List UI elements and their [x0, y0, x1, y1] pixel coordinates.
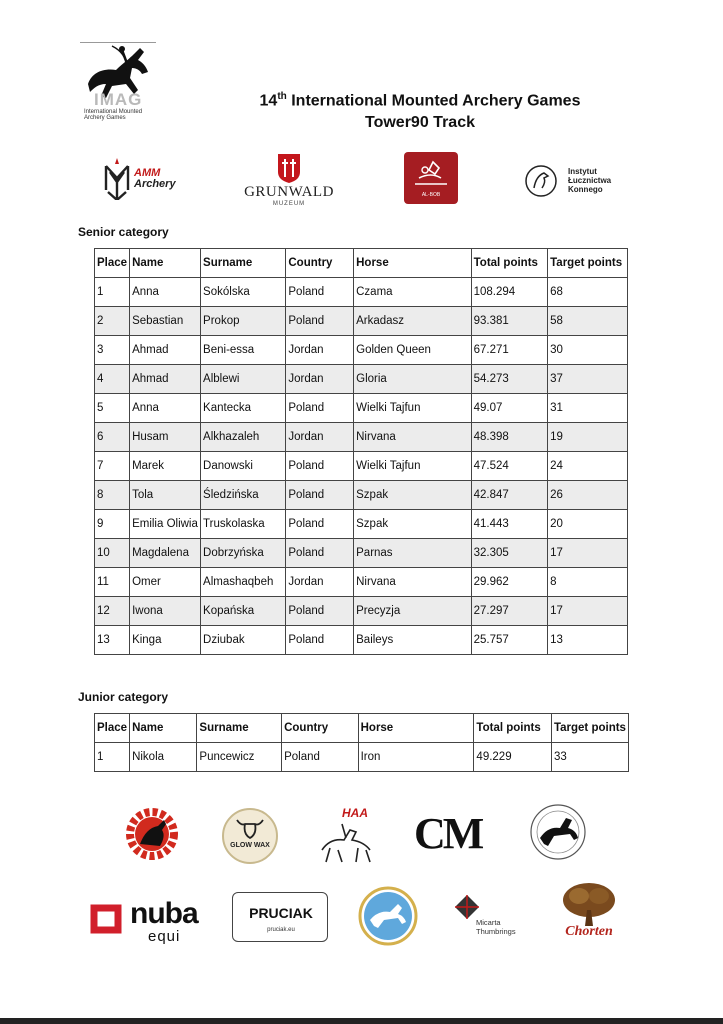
table-cell: 108.294 — [471, 278, 548, 307]
table-cell: 25.757 — [471, 626, 548, 655]
table-row — [95, 568, 628, 597]
chorten-text: Chorten — [565, 924, 613, 939]
column-header: Country — [286, 249, 354, 278]
table-cell: Anna — [130, 278, 201, 307]
table-cell: 58 — [548, 307, 628, 336]
amm-archery-logo — [104, 158, 194, 202]
table-row — [95, 307, 628, 336]
table-cell: 2 — [95, 307, 130, 336]
table-cell: Dziubak — [201, 626, 286, 655]
page-title — [200, 86, 640, 134]
table-cell: Magdalena — [130, 539, 201, 568]
equi-text: equi — [148, 928, 181, 945]
micarta-thumbrings-logo — [454, 894, 526, 940]
senior-results-table — [94, 248, 628, 655]
amm-text: AMM — [134, 167, 161, 179]
pruciak-logo — [232, 892, 328, 942]
table-cell: Sokólska — [201, 278, 286, 307]
table-cell: Nirvana — [354, 423, 472, 452]
table-cell: Emilia Oliwia — [130, 510, 201, 539]
table-cell: 49.07 — [471, 394, 548, 423]
table-cell: Poland — [286, 394, 354, 423]
table-cell: 13 — [95, 626, 130, 655]
table-cell: Almashaqbeh — [201, 568, 286, 597]
table-cell: 31 — [548, 394, 628, 423]
table-row — [95, 278, 628, 307]
table-cell: Arkadasz — [354, 307, 472, 336]
table-cell: 17 — [548, 597, 628, 626]
table-row — [95, 539, 628, 568]
title-number: 14 — [259, 92, 278, 110]
table-cell: Parnas — [354, 539, 472, 568]
table-cell: 1 — [95, 743, 130, 772]
table-row — [95, 452, 628, 481]
table-cell: 4 — [95, 365, 130, 394]
title-ordinal: th — [277, 91, 287, 102]
junior-category-title: Junior category — [78, 690, 169, 704]
table-cell: Alblewi — [201, 365, 286, 394]
haa-logo — [316, 804, 380, 864]
table-cell: Tola — [130, 481, 201, 510]
grunwald-logo — [244, 152, 334, 208]
imag-logo — [80, 42, 160, 120]
table-cell: Ahmad — [130, 365, 201, 394]
table-cell: Jordan — [286, 423, 354, 452]
table-cell: Gloria — [354, 365, 472, 394]
table-cell: Poland — [282, 743, 359, 772]
table-cell: Danowski — [201, 452, 286, 481]
table-row — [95, 597, 628, 626]
ilk-logo — [524, 164, 614, 198]
ilk-line-1: Instytut — [568, 167, 597, 176]
table-cell: 8 — [548, 568, 628, 597]
table-cell: 12 — [95, 597, 130, 626]
column-header: Surname — [201, 249, 286, 278]
horse-rider-sketch-icon — [316, 820, 376, 864]
logo-subtitle: International Mounted Archery Games — [84, 109, 143, 121]
table-cell: 24 — [548, 452, 628, 481]
archery-text: Archery — [134, 178, 176, 190]
table-cell: 5 — [95, 394, 130, 423]
table-cell: 47.524 — [471, 452, 548, 481]
table-cell: Wielki Tajfun — [354, 394, 472, 423]
table-row — [95, 481, 628, 510]
column-header: Name — [130, 249, 201, 278]
sun-rays-icon — [130, 812, 174, 856]
table-cell: Nirvana — [354, 568, 472, 597]
table-cell: 27.297 — [471, 597, 548, 626]
grunwald-text: GRUNWALD — [244, 184, 334, 200]
table-cell: 17 — [548, 539, 628, 568]
table-cell: 48.398 — [471, 423, 548, 452]
table-cell: 32.305 — [471, 539, 548, 568]
table-cell: 30 — [548, 336, 628, 365]
table-cell: Czama — [354, 278, 472, 307]
table-cell: 11 — [95, 568, 130, 597]
table-cell: 20 — [548, 510, 628, 539]
table-cell: Wielki Tajfun — [354, 452, 472, 481]
column-header: Place — [95, 714, 130, 743]
table-cell: Szpak — [354, 481, 472, 510]
table-cell: Jordan — [286, 336, 354, 365]
page-subtitle: Tower90 Track — [365, 114, 475, 132]
title-text: International Mounted Archery Games — [286, 92, 581, 110]
column-header: Horse — [354, 249, 472, 278]
table-header-row — [95, 249, 628, 278]
pruciak-url: pruciak.eu — [267, 927, 295, 933]
grunwald-crest-icon — [276, 152, 302, 184]
table-cell: 37 — [548, 365, 628, 394]
table-cell: Śledzińska — [201, 481, 286, 510]
table-cell: 6 — [95, 423, 130, 452]
ring-facet-icon — [454, 894, 480, 920]
table-cell: Poland — [286, 539, 354, 568]
table-cell: Marek — [130, 452, 201, 481]
table-row — [95, 365, 628, 394]
table-cell: Iwona — [130, 597, 201, 626]
column-header: Name — [130, 714, 197, 743]
horse-head-icon — [411, 158, 451, 188]
table-cell: 8 — [95, 481, 130, 510]
table-cell: Kopańska — [201, 597, 286, 626]
table-cell: Golden Queen — [354, 336, 472, 365]
table-cell: 54.273 — [471, 365, 548, 394]
table-cell: Szpak — [354, 510, 472, 539]
table-cell: Poland — [286, 278, 354, 307]
rider-seal-icon — [531, 805, 585, 859]
table-cell: Sebastian — [130, 307, 201, 336]
table-cell: Baileys — [354, 626, 472, 655]
table-cell: Poland — [286, 481, 354, 510]
column-header: Target points — [548, 249, 628, 278]
grunwald-subtext: MUZEUM — [272, 201, 306, 207]
table-header-row — [95, 714, 629, 743]
table-cell: Omer — [130, 568, 201, 597]
column-header: Target points — [551, 714, 628, 743]
table-cell: Ahmad — [130, 336, 201, 365]
micarta-text: Micarta — [476, 918, 501, 927]
table-row — [95, 626, 628, 655]
association-rider-logo — [528, 800, 588, 864]
table-cell: 49.229 — [474, 743, 552, 772]
column-header: Horse — [358, 714, 474, 743]
table-cell: Iron — [358, 743, 474, 772]
ilk-horse-circle-icon — [524, 164, 558, 198]
table-cell: Husam — [130, 423, 201, 452]
pruciak-text: PRUCIAK — [249, 905, 313, 921]
table-cell: 68 — [548, 278, 628, 307]
al-bob-logo — [404, 152, 458, 204]
ilk-line-2: Łucznictwa — [568, 176, 612, 185]
column-header: Place — [95, 249, 130, 278]
table-cell: Nikola — [130, 743, 197, 772]
table-cell: 13 — [548, 626, 628, 655]
glow-wax-text: GLOW WAX — [230, 842, 270, 849]
table-cell: 3 — [95, 336, 130, 365]
table-row — [95, 336, 628, 365]
table-cell: Prokop — [201, 307, 286, 336]
galloping-horse-icon — [360, 888, 416, 944]
table-row — [95, 394, 628, 423]
table-cell: 9 — [95, 510, 130, 539]
column-header: Country — [282, 714, 359, 743]
haa-text: HAA — [342, 806, 368, 820]
table-cell: 41.443 — [471, 510, 548, 539]
table-cell: Poland — [286, 307, 354, 336]
table-cell: 67.271 — [471, 336, 548, 365]
table-cell: Poland — [286, 452, 354, 481]
table-cell: Jordan — [286, 365, 354, 394]
column-header: Total points — [471, 249, 548, 278]
table-cell: 19 — [548, 423, 628, 452]
page-bottom-border — [0, 1018, 723, 1024]
table-cell: Poland — [286, 626, 354, 655]
table-cell: Poland — [286, 597, 354, 626]
tree-icon — [561, 882, 617, 926]
table-cell: 29.962 — [471, 568, 548, 597]
al-bob-text: AL-BOB — [421, 192, 441, 198]
amm-emblem-icon — [104, 158, 130, 200]
junior-results-table — [94, 713, 629, 772]
blue-horse-badge-logo — [358, 886, 418, 946]
cm-logo: CM — [414, 809, 482, 858]
table-cell: Puncewicz — [197, 743, 282, 772]
table-cell: Alkhazaleh — [201, 423, 286, 452]
table-cell: 1 — [95, 278, 130, 307]
nuba-mark-icon — [90, 904, 122, 934]
nuba-equi-logo — [90, 898, 220, 948]
thumbrings-text: Thumbrings — [476, 927, 516, 936]
table-cell: 42.847 — [471, 481, 548, 510]
sun-rider-logo — [120, 804, 184, 864]
table-cell: 33 — [551, 743, 628, 772]
table-cell: Precyzja — [354, 597, 472, 626]
nuba-text: nuba — [130, 897, 198, 930]
table-row — [95, 423, 628, 452]
chorten-logo — [558, 882, 620, 946]
column-header: Total points — [474, 714, 552, 743]
senior-category-title: Senior category — [78, 225, 169, 239]
table-cell: Poland — [286, 510, 354, 539]
table-row — [95, 510, 628, 539]
glow-wax-logo — [222, 808, 278, 864]
table-cell: Beni-essa — [201, 336, 286, 365]
table-cell: 26 — [548, 481, 628, 510]
table-cell: Kinga — [130, 626, 201, 655]
table-cell: Truskolaska — [201, 510, 286, 539]
table-cell: 93.381 — [471, 307, 548, 336]
table-cell: 10 — [95, 539, 130, 568]
table-cell: Anna — [130, 394, 201, 423]
bull-head-icon — [235, 818, 265, 840]
table-row — [95, 743, 629, 772]
ilk-line-3: Konnego — [568, 185, 603, 194]
column-header: Surname — [197, 714, 282, 743]
logo-word: IMAG — [94, 90, 143, 109]
table-cell: Dobrzyńska — [201, 539, 286, 568]
table-cell: Jordan — [286, 568, 354, 597]
table-cell: Kantecka — [201, 394, 286, 423]
table-cell: 7 — [95, 452, 130, 481]
